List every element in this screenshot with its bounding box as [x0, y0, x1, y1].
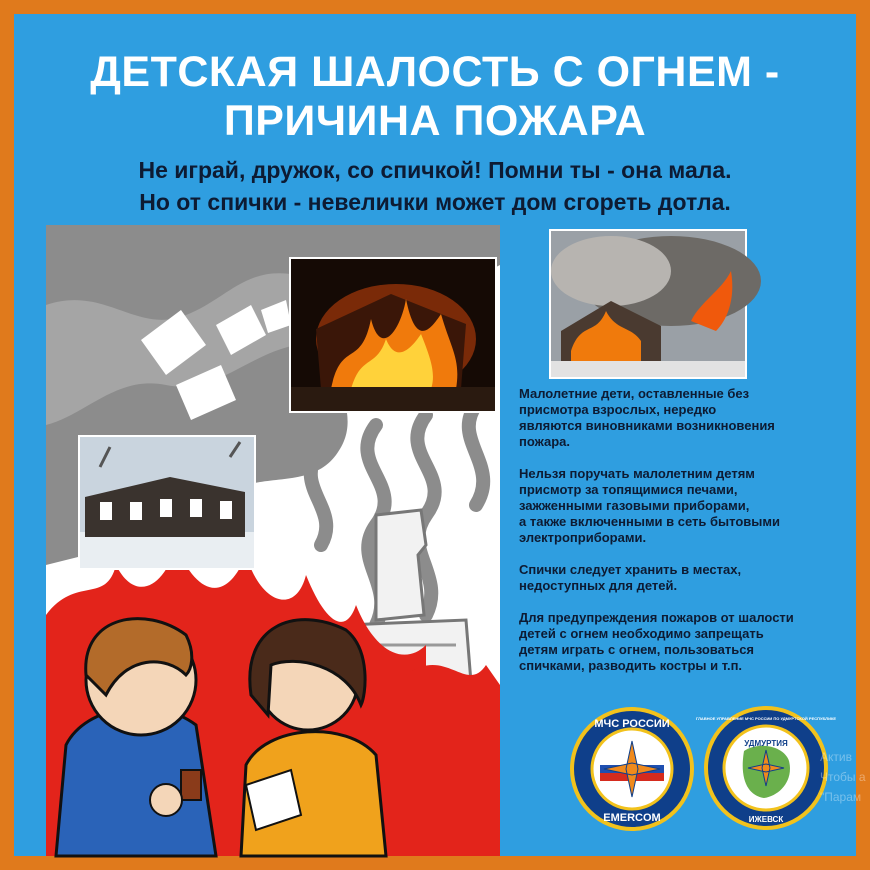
burned-house-photo — [78, 435, 256, 570]
activation-watermark — [820, 747, 866, 807]
udmurtia-ring-text: ГЛАВНОЕ УПРАВЛЕНИЕ МЧС РОССИИ ПО УДМУРТСКОЙ РЕСПУБЛИКЕ — [695, 716, 837, 721]
verse-line-1: Не играй, дружок, со спичкой! Помни ты - она мала. — [138, 157, 732, 183]
watermark-line-2: Чтобы а — [820, 770, 866, 784]
info-paragraph-4: Для предупреждения пожаров от шалости детей с огнем необходимо запрещать детям играть с огнем, пользоваться спичками, разводить костры и т.п. — [519, 610, 794, 673]
watermark-line-3: "Парам — [820, 790, 862, 804]
watermark-line-1: Актив — [820, 750, 852, 764]
udmurtia-region-text: УДМУРТИЯ — [744, 739, 788, 748]
poster-title — [14, 48, 856, 146]
mchs-top-text: МЧС РОССИИ — [594, 718, 670, 730]
verse-line-2: Но от спички - невелички может дом сгореть дотла. — [139, 189, 731, 215]
mchs-bottom-text: EMERCOM — [603, 812, 661, 824]
info-paragraph-2: Нельзя поручать малолетним детям присмотр за топящимися печами, зажженными газовыми приборами, а также включенными в сеть бытовыми электроприборами. — [519, 466, 780, 545]
info-text — [519, 386, 849, 690]
info-paragraph-1: Малолетние дети, оставленные без присмотра взрослых, нередко являются виновниками возникновения пожара. — [519, 386, 775, 449]
title-line-2: ПРИЧИНА ПОЖАРА — [223, 97, 647, 145]
udmurtia-city-text: ИЖЕВСК — [748, 815, 784, 824]
mchs-emblem — [570, 707, 694, 831]
fire-photo-right — [549, 229, 747, 379]
burning-house-photo — [289, 257, 497, 413]
children-fire-illustration — [46, 225, 500, 856]
title-line-1: ДЕТСКАЯ ШАЛОСТЬ С ОГНЕМ - — [90, 48, 780, 96]
poster-verse — [14, 154, 856, 218]
poster-panel — [14, 14, 866, 856]
info-paragraph-3: Спички следует хранить в местах, недоступных для детей. — [519, 562, 742, 593]
